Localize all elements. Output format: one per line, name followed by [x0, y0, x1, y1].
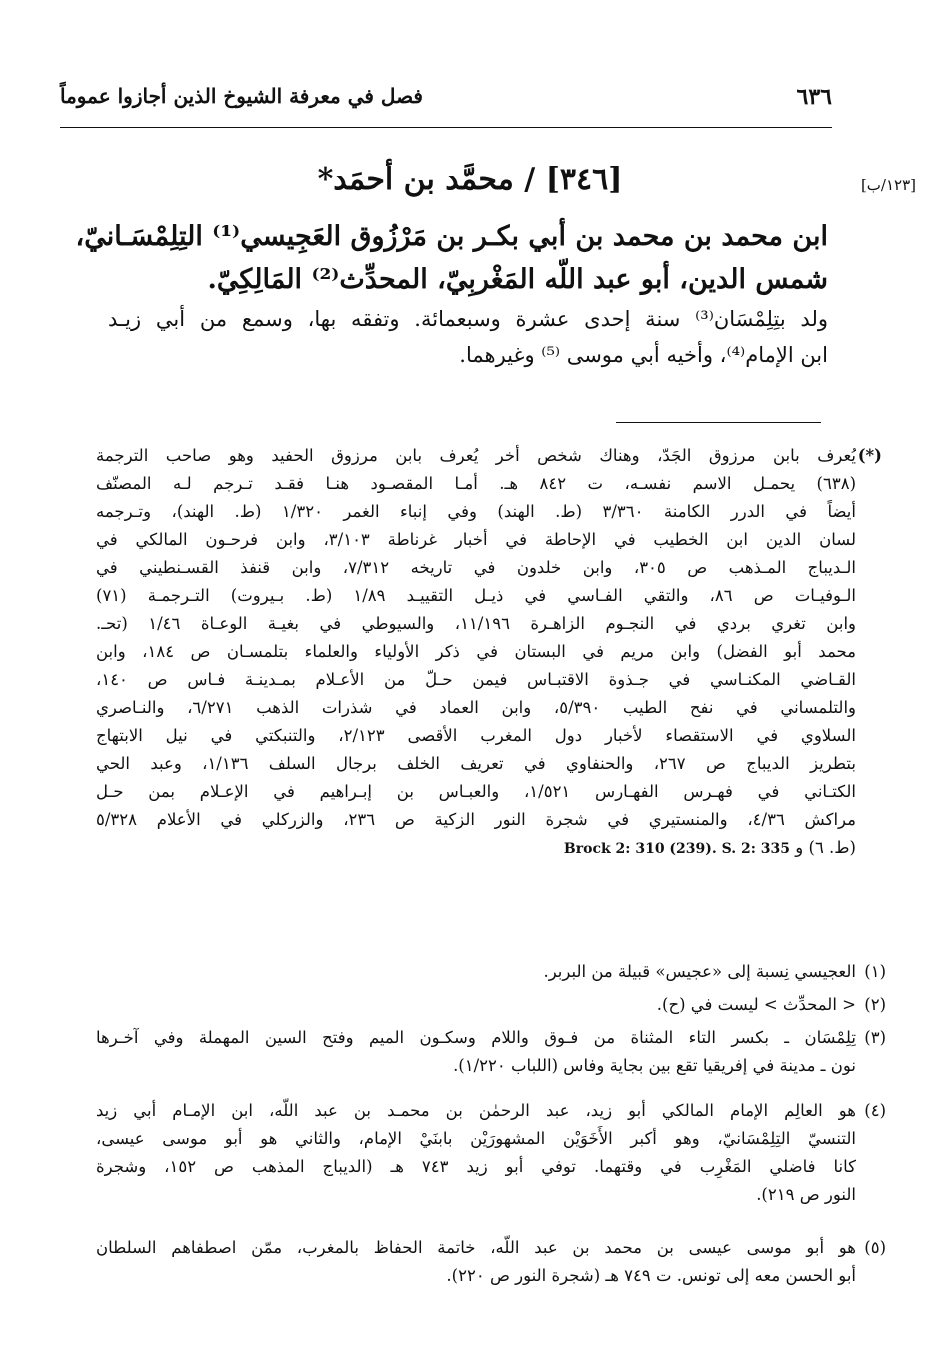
footnote-3 [96, 1024, 886, 1080]
footnote-line: لسان الدين ابن الخطيب في الإحاطة في أخبار غرناطة ٣/١٠٣، وابن فرحـون المالكي في [96, 530, 856, 549]
body-text-line: ابن الإمام⁽⁴⁾، وأخيه أبي موسى ⁽⁵⁾ وغيرهما. [459, 343, 828, 367]
footnote-line: < المحدِّث > ليست في (ح). [656, 995, 856, 1014]
footnote-line: هو العالِم الإمام المالكي أبو زيد، عبد الرحمٰن بن محمـد بن عبد اللّه، ابن الإمـام أبي زيد [96, 1101, 856, 1120]
footnote-line: أبو الحسن معه إلى تونس. ت ٧٤٩ هـ (شجرة النور ص ٢٢٠). [446, 1266, 856, 1285]
footnote-number: (٣) [864, 1028, 886, 1047]
brockelmann-reference: Brock 2: 310 (239). S. 2: 335 [563, 841, 791, 857]
footnote-line [96, 834, 856, 862]
footnote-line: يُعرف بابن مرزوق الجَدّ، وهناك شخص أخر يُعرف بابن مرزوق الحفيد وهو صاحب الترجمة [96, 446, 856, 465]
footnote-line: الكتـاني في فهـرس الفهـارس ١/٥٢١، والعبـاس بن إبـراهيم في الإعـلام بمن حـل [96, 782, 856, 801]
footnote-line: (٦٣٨) يحمـل الاسم نفسـه، ت ٨٤٢ هـ. أمـا المقصـود هنـا فقـد تـرجم لـه المصنّف [96, 474, 856, 493]
page-number: ٦٣٦ [796, 84, 832, 110]
footnote-line: النور ص ٢١٩). [756, 1185, 856, 1204]
footnote-number: (٥) [864, 1238, 886, 1257]
running-header [60, 84, 832, 120]
footnote-line: العجيسي نِسبة إلى «عجيس» قبيلة من البربر. [543, 962, 856, 981]
footnote-line: السلاوي في الاستقصاء لأخبار دول المغرب الأقصى ٢/١٢٣، والتنبكتي في نيل الابتهاج [96, 726, 856, 745]
footnote-line: والتلمساني في نفح الطيب ٥/٣٩٠، وابن العماد في شذرات الذهب ٦/٢٧١، والنـاصري [96, 698, 856, 717]
entry-number: [٣٤٦] [545, 162, 623, 197]
footnote-line: أيضاً في الدرر الكامنة ٣/٣٦٠ (ط. الهند) وفي إنباء الغمر ١/٣٢٠ (ط. الهند)، وتـرجمه [96, 502, 856, 521]
entry-name: / محمَّد بن أحمَد* [317, 162, 536, 197]
footnote-edition: (ط. ٦) و [795, 838, 856, 857]
footnote-line: محمد أبو الفضل) وابن مريم في البستان في ذكر الأولياء والعلماء بتلمسـان ص ١٨٤، وابن [96, 642, 856, 661]
footnote-4 [96, 1097, 886, 1209]
running-title: فصل في معرفة الشيوخ الذين أجازوا عموماً [60, 84, 423, 108]
footnote-1 [96, 958, 886, 986]
footnote-line: القـاضي المكنـاسي في جـذوة الاقتبـاس فيمن حـلّ من الأعـلام بمـدينـة فـاس ص ١٤٠، [96, 670, 856, 689]
footnote-line: الـوفيـات ص ٨٦، والتقي الفـاسي في ذيـل التقييـد ١/٨٩ (ط. بـيروت) التـرجمـة (٧١) [96, 586, 856, 605]
footnote-number: (٤) [864, 1101, 886, 1120]
footnote-line: هو أبو موسى عيسى بن محمد بن عبد اللّه، خاتمة الحفاظ بالمغرب، ممّن اصطفاهم السلطان [96, 1238, 856, 1257]
body-text-line: ولد بتِلِمْسَان⁽³⁾ سنة إحدى عشرة وسبعمائة. وتفقه بها، وسمع من أبي زيـد [108, 307, 828, 331]
footnote-line: تِلِمْسَان ـ بكسر التاء المثناة من فـوق واللام وسكـون الميم وفتح السين المهملة وفي آخـرها [96, 1028, 856, 1047]
footnote-line: بتطريز الديباج ص ٢٦٧، والحنفاوي في تعريف الخلف برجال السلف ١/١٣٦، وعبد الحي [96, 754, 856, 773]
footnote-line: نون ـ مدينة في إفريقيا تقع بين بجاية وفاس (اللباب ١/٢٢٠). [453, 1056, 856, 1075]
footnote-line: مراكش ٤/٣٦، والمنستيري في شجرة النور الزكية ص ٢٣٦، والزركلي في الأعلام ٥/٣٢٨ [96, 810, 856, 829]
footnote-line: كانا فاضلي المَغْرِب في وقتهما. توفي أبو زيد ٧٤٣ هـ (الديباج المذهب ص ١٥٢، وشجرة [96, 1157, 856, 1176]
main-footnote [96, 442, 882, 862]
footnote-line: الـديباج المـذهب ص ٣٠٥، وابن خلدون في تاريخه ٧/٣١٢، وابن قنفذ القسـنطيني في [96, 558, 856, 577]
lineage-line: شمس الدين، أبو عبد اللّه المَغْربِيّ، المحدِّث⁽²⁾ المَالِكِيّ. [207, 264, 828, 295]
lineage-line: ابن محمد بن محمد بن أبي بكـر بن مَرْزُوق العَجِيسي⁽¹⁾ التِلِمْسَـانيّ، [75, 221, 828, 252]
footnote-separator [616, 422, 821, 423]
footnote-marker: (*) [857, 446, 882, 465]
footnote-number: (١) [864, 962, 886, 981]
manuscript-folio-note: [١٢٣/ب] [860, 176, 916, 194]
footnote-2 [96, 991, 886, 1019]
footnote-line: وابن تغري بردي في النجـوم الزاهـرة ١١/١٩٦، والسيوطي في بغيـة الوعـاة ١/٤٦ (تحـ. [96, 614, 856, 633]
header-rule [60, 127, 832, 128]
footnote-line: التنسيّ التِلِمْسَانيّ، وهو أكبر الأَخَوَيْن المشهورَيْن بابنَيْ الإمام، والثاني هو أبو موسى عيسى، [96, 1129, 856, 1148]
footnote-number: (٢) [864, 995, 886, 1014]
footnote-5 [96, 1234, 886, 1290]
entry-title [0, 162, 940, 197]
